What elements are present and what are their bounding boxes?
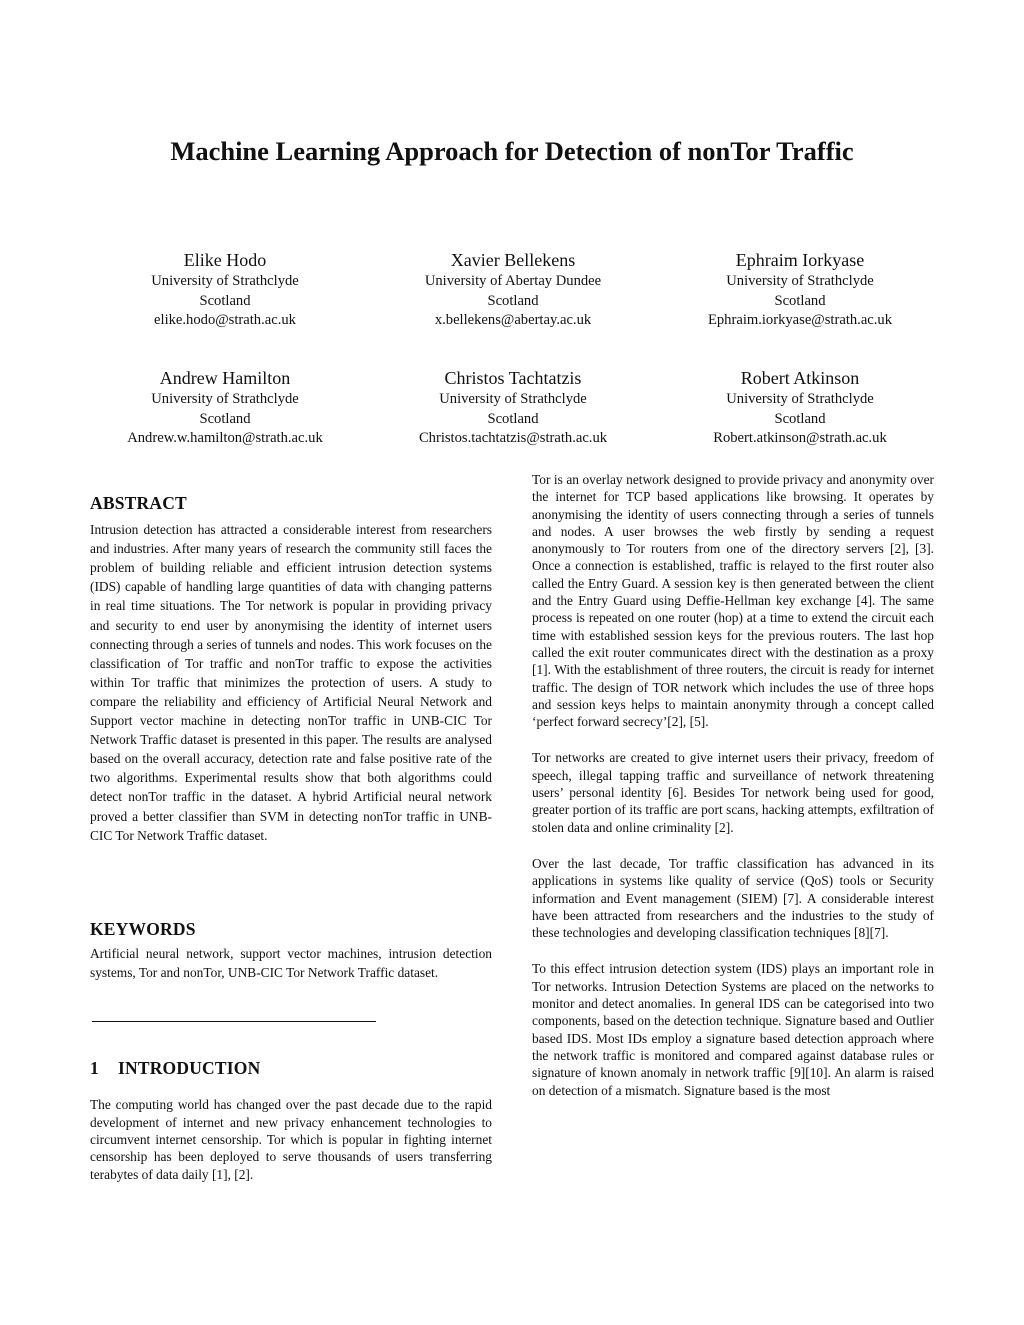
paragraph: Over the last decade, Tor traffic classification has advanced in its applications in systems like quality of service (QoS) tools or Security information and Event management (SIEM) [7]. A considerable interest have been attracted from researchers and the industries to the study of these technologies and developing classification techniques [8][7]. [532, 855, 934, 941]
author-affiliation: University of Abertay Dundee [424, 273, 602, 289]
author-country: Scotland [199, 410, 251, 427]
author-name: Xavier Bellekens [450, 250, 576, 270]
author-block [650, 249, 950, 331]
author-block [363, 249, 663, 331]
author-country: Scotland [774, 410, 826, 427]
section-title: INTRODUCTION [118, 1058, 261, 1078]
footnote-rule [92, 1021, 376, 1022]
author-affiliation: University of Strathclyde [726, 391, 874, 407]
author-email: x.bellekens@abertay.ac.uk [434, 312, 592, 328]
author-name: Andrew Hamilton [159, 368, 291, 388]
introduction-section [90, 1059, 492, 1183]
author-affiliation: University of Strathclyde [726, 273, 874, 289]
author-affiliation: University of Strathclyde [151, 391, 299, 407]
author-block [363, 367, 663, 449]
paragraph: To this effect intrusion detection system (IDS) plays an important role in Tor networks. Intrusion Detection Systems are placed on the networks to monitor and detect anomalies. In general IDS can be categorised into two components, based on the detection technique. Signature based and Outlier based IDS. Most IDs employ a signature based detection approach where the network traffic is monitored and compared against database rules or signature of known anomaly in network traffic [9][10]. An alarm is raised on detection of a mismatch. Signature based is the most [532, 961, 934, 1098]
abstract-section [90, 494, 492, 845]
author-country: Scotland [774, 292, 826, 309]
author-name: Elike Hodo [183, 250, 267, 270]
right-column [532, 471, 934, 1099]
author-email: Ephraim.iorkyase@strath.ac.uk [707, 312, 893, 328]
author-name: Christos Tachtatzis [444, 368, 582, 388]
paragraph: Tor is an overlay network designed to provide privacy and anonymity over the internet for TCP based applications like browsing. It operates by anonymising the identity of users connecting through a series of tunnels and nodes. A user browses the web firstly by sending a request anonymously to Tor routers from one of the directory servers [2], [3]. Once a connection is established, traffic is relayed to the first router also called the Entry Guard. A session key is then generated between the client and the Entry Guard using Deffie-Hellman key exchange [4]. The same process is repeated on one router (hop) at a time to extend the circuit each time with established session keys for the previous routers. The last hop called the exit router communicates direct with the destination as a proxy [1]. With the establishment of three routers, the circuit is ready for internet traffic. The design of TOR network which includes the use of three hops and session keys helps to maintain anonymity through a concept called ‘perfect forward secrecy’[2], [5]. [532, 472, 934, 730]
author-affiliation: University of Strathclyde [151, 273, 299, 289]
author-email: Robert.atkinson@strath.ac.uk [713, 430, 887, 446]
author-block [75, 367, 375, 449]
author-email: Andrew.w.hamilton@strath.ac.uk [127, 430, 323, 446]
author-email: elike.hodo@strath.ac.uk [154, 312, 296, 328]
abstract-heading: ABSTRACT [90, 493, 187, 513]
author-affiliation: University of Strathclyde [439, 391, 587, 407]
keywords-section [90, 920, 492, 982]
author-email: Christos.tachtatzis@strath.ac.uk [418, 430, 608, 446]
abstract-text: Intrusion detection has attracted a considerable interest from researchers and industries. After many years of research the community still faces the problem of building reliable and efficient intrusion detection systems (IDS) capable of handling large quantities of data with changing patterns in real time situations. The Tor network is popular in providing privacy and security to end user by anonymising the identity of internet users connecting through a series of tunnels and nodes. This work focuses on the classification of Tor traffic and nonTor traffic to expose the activities within Tor traffic that minimizes the protection of users. A study to compare the reliability and efficiency of Artificial Neural Network and Support vector machine in detecting nonTor traffic in UNB-CIC Tor Network Traffic dataset is presented in this paper. The results are analysed based on the overall accuracy, detection rate and false positive rate of the two algorithms. Experimental results show that both algorithms could detect nonTor traffic in the dataset. A hybrid Artificial neural network proved a better classifier than SVM in detecting nonTor traffic in UNB-CIC Tor Network Traffic dataset. [90, 522, 492, 843]
section-number: 1 [90, 1058, 99, 1078]
paper-title: Machine Learning Approach for Detection of nonTor Traffic [170, 136, 854, 166]
author-block [75, 249, 375, 331]
author-country: Scotland [199, 292, 251, 309]
introduction-text: The computing world has changed over the past decade due to the rapid development of internet and new privacy enhancement technologies to circumvent internet censorship. Tor which is popular in fighting internet censorship has been deployed to serve thousands of users transferring terabytes of data daily [1], [2]. [90, 1097, 492, 1182]
author-block [650, 367, 950, 449]
author-country: Scotland [487, 292, 539, 309]
keywords-text: Artificial neural network, support vector machines, intrusion detection systems, Tor and nonTor, UNB-CIC Tor Network Traffic dataset. [90, 946, 492, 981]
author-country: Scotland [487, 410, 539, 427]
author-name: Robert Atkinson [740, 368, 860, 388]
keywords-heading: KEYWORDS [90, 919, 196, 939]
author-name: Ephraim Iorkyase [735, 250, 865, 270]
paragraph: Tor networks are created to give internet users their privacy, freedom of speech, illegal tapping traffic and surveillance of network threatening users’ personal identity [6]. Besides Tor network being used for good, greater portion of its traffic are port scans, hacking attempts, exfiltration of stolen data and online criminality [2]. [532, 750, 934, 835]
introduction-heading [90, 1059, 492, 1078]
